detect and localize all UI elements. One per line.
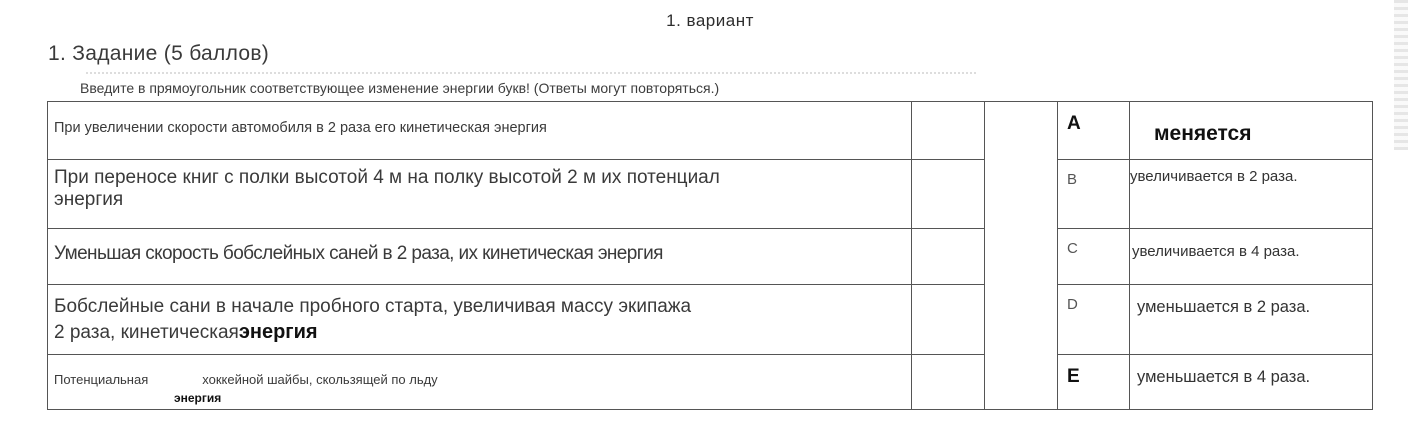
statement-4: Бобслейные сани в начале пробного старта, увеличивая массу экипажа 2 раза, кинетическаяэнергия	[48, 285, 912, 355]
answer-box-1[interactable]	[912, 102, 985, 160]
variant-heading: 1. вариант	[666, 11, 754, 30]
answer-box-4[interactable]	[912, 285, 985, 355]
table-row	[48, 102, 1373, 160]
answer-box-2[interactable]	[912, 160, 985, 229]
statement-2: При переносе книг с полки высотой 4 м на полку высотой 2 м их потенциал энергия	[48, 160, 912, 229]
statement-3: Уменьшая скорость бобслейных саней в 2 раза, их кинетическая энергия	[48, 229, 912, 285]
answer-box-5[interactable]	[912, 355, 985, 410]
option-letter-b: B	[1058, 160, 1130, 229]
option-letter-a: A	[1058, 102, 1130, 160]
handwritten-insert: энергия	[174, 391, 222, 405]
option-text-a: меняется	[1130, 102, 1373, 160]
statement-1: При увеличении скорости автомобиля в 2 раза его кинетическая энергия	[48, 102, 912, 160]
option-text-c: увеличивается в 4 раза.	[1130, 229, 1373, 285]
statement-5: Потенциальная хоккейной шайбы, скользящей по льду энергия	[48, 355, 912, 410]
option-letter-c: C	[1058, 229, 1130, 285]
separator-column	[985, 102, 1058, 410]
answer-box-3[interactable]	[912, 229, 985, 285]
table-row	[48, 285, 1373, 355]
task-instructions: Введите в прямоугольник соответствующее изменение энергии букв! (Ответы могут повторяться.)	[80, 80, 720, 96]
scan-artifact-dots	[86, 72, 976, 76]
table-row	[48, 355, 1373, 410]
table-row	[48, 229, 1373, 285]
option-text-d: уменьшается в 2 раза.	[1130, 285, 1373, 355]
table-row	[48, 160, 1373, 229]
option-text-e: уменьшается в 4 раза.	[1130, 355, 1373, 410]
option-letter-e: E	[1058, 355, 1130, 410]
option-text-b: увеличивается в 2 раза.	[1130, 160, 1373, 229]
matching-table	[47, 101, 1373, 410]
handwritten-insert: энергия	[238, 321, 318, 343]
task-title: 1. Задание (5 баллов)	[48, 42, 270, 65]
option-letter-d: D	[1058, 285, 1130, 355]
